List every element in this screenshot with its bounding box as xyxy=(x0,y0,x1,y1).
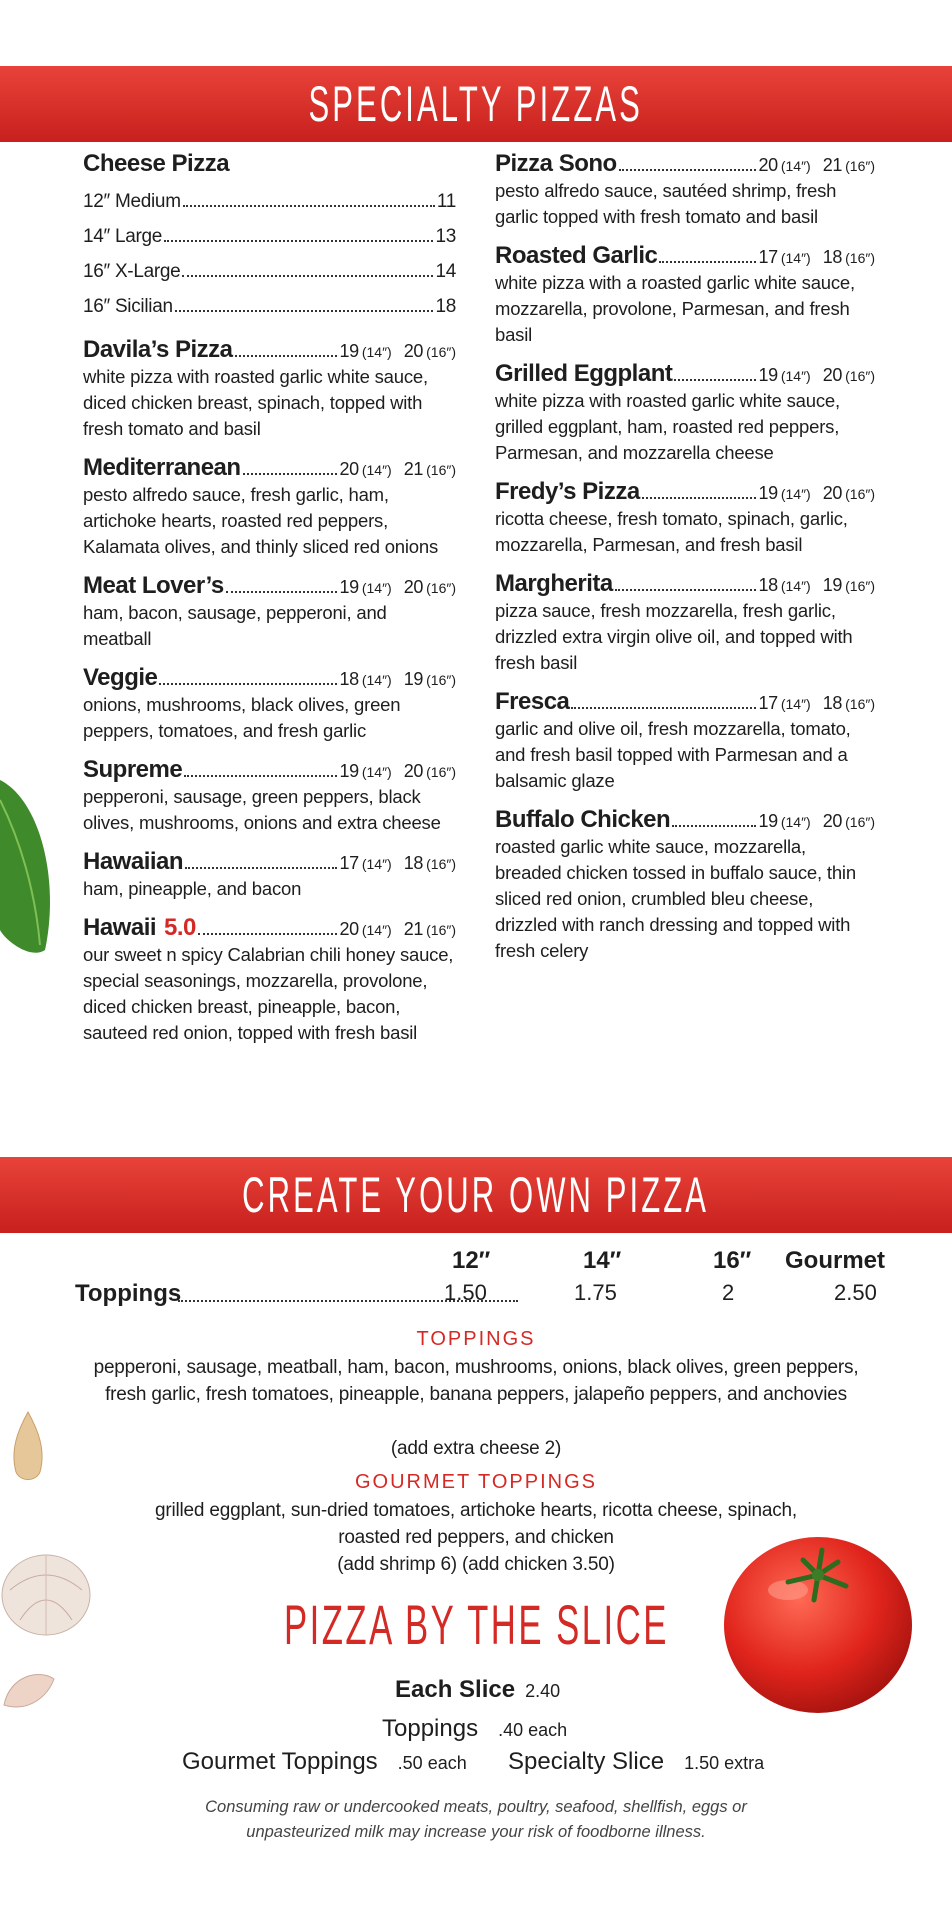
item-price-16: 20 xyxy=(822,365,843,385)
each-slice-line xyxy=(395,1676,560,1704)
toppings-note: (add extra cheese 2) xyxy=(390,1438,562,1459)
item-description: pesto alfredo sauce, sautéed shrimp, fresh garlic topped with fresh tomato and basil xyxy=(495,180,837,227)
leader-dots xyxy=(185,867,337,869)
item-name: Hawaiian xyxy=(83,848,184,875)
menu-item xyxy=(83,572,456,652)
menu-item xyxy=(83,664,456,744)
cheese-size-row xyxy=(83,219,456,254)
item-size-16: (16″) xyxy=(426,672,456,688)
item-size-16: (16″) xyxy=(426,922,456,938)
item-size-14: (14″) xyxy=(361,462,392,478)
item-name: Grilled Eggplant xyxy=(495,360,673,387)
toppings-row-label: Toppings xyxy=(75,1280,182,1307)
specialty-left-column xyxy=(83,150,456,1058)
item-price-16: 20 xyxy=(822,483,843,503)
size-header-12: 12″ xyxy=(452,1247,491,1274)
leader-dots xyxy=(642,497,757,499)
item-size-16: (16″) xyxy=(845,578,875,594)
leader-dots xyxy=(659,261,756,263)
size-header-16: 16″ xyxy=(713,1247,752,1274)
item-price-14: 19 xyxy=(339,577,359,597)
gourmet-slice-line xyxy=(182,1748,467,1776)
food-safety-disclaimer xyxy=(0,1795,952,1845)
item-description: white pizza with roasted garlic white sauce, grilled eggplant, ham, roasted red peppers, Parmesan, and mozzarella cheese xyxy=(495,390,840,463)
item-size-14: (14″) xyxy=(780,486,811,502)
item-size-14: (14″) xyxy=(780,250,811,266)
specialty-slice-line xyxy=(508,1748,764,1776)
specialty-right-column xyxy=(495,150,875,976)
menu-item xyxy=(495,150,875,230)
menu-item xyxy=(83,756,456,836)
item-size-16: (16″) xyxy=(845,368,875,384)
specialty-slice-label: Specialty Slice xyxy=(508,1748,665,1775)
item-name: Meat Lover’s xyxy=(83,572,224,599)
size-label: 16″ Sicilian xyxy=(83,296,173,317)
item-name: Mediterranean xyxy=(83,454,241,481)
item-size-14: (14″) xyxy=(780,368,811,384)
item-size-14: (14″) xyxy=(361,856,392,872)
item-description: white pizza with a roasted garlic white sauce, mozzarella, provolone, Parmesan, and fresh basil xyxy=(495,272,855,345)
slice-gourmet-price: .50 each xyxy=(397,1753,467,1773)
pizza-by-the-slice-text: PIZZA BY THE SLICE xyxy=(283,1593,669,1656)
menu-item xyxy=(83,336,456,442)
leader-dots xyxy=(184,775,337,777)
toppings-list: pepperoni, sausage, meatball, ham, bacon, mushrooms, onions, black olives, green peppers, fresh garlic, fresh tomatoes, pineapple, banana peppers, jalapeño peppers, and anchovies xyxy=(93,1357,859,1405)
item-price-16: 20 xyxy=(403,577,424,597)
item-price-16: 20 xyxy=(403,341,424,361)
leader-dots xyxy=(672,825,756,827)
item-size-14: (14″) xyxy=(361,922,392,938)
item-price-16: 18 xyxy=(822,693,843,713)
item-size-14: (14″) xyxy=(361,764,392,780)
item-name: Buffalo Chicken xyxy=(495,806,671,833)
item-size-16: (16″) xyxy=(845,814,875,830)
item-price-16: 21 xyxy=(403,919,424,939)
menu-item xyxy=(495,806,875,964)
each-slice-label: Each Slice xyxy=(395,1676,516,1703)
item-size-16: (16″) xyxy=(426,764,456,780)
item-price-14: 19 xyxy=(339,761,359,781)
menu-item xyxy=(495,478,875,558)
item-price-14: 19 xyxy=(758,365,778,385)
item-description: garlic and olive oil, fresh mozzarella, tomato, and fresh basil topped with Parmesan and a balsamic glaze xyxy=(495,718,851,791)
item-price-16: 21 xyxy=(403,459,424,479)
leader-dots xyxy=(235,355,338,357)
item-description: our sweet n spicy Calabrian chili honey sauce, special seasonings, mozzarella, provolone, diced chicken breast, pineapple, bacon, sauteed red onion, topped with fresh basil xyxy=(83,944,454,1043)
item-size-14: (14″) xyxy=(780,696,811,712)
item-description: pepperoni, sausage, green peppers, black olives, mushrooms, onions and extra cheese xyxy=(83,786,441,833)
gourmet-toppings-note: (add shrimp 6) (add chicken 3.50) xyxy=(337,1554,615,1575)
item-description: pesto alfredo sauce, fresh garlic, ham, artichoke hearts, roasted red peppers, Kalamata olives, and thinly sliced red onions xyxy=(83,484,439,557)
item-price-14: 20 xyxy=(339,459,359,479)
menu-item xyxy=(495,360,875,466)
garlic-clove-icon xyxy=(0,1665,58,1717)
garlic-clove-icon xyxy=(8,1410,48,1484)
menu-item xyxy=(495,688,875,794)
menu-item xyxy=(495,570,875,676)
toppings-price-14: 1.75 xyxy=(574,1280,617,1305)
item-size-14: (14″) xyxy=(361,580,392,596)
item-price-16: 20 xyxy=(822,811,843,831)
disclaimer-line-1: Consuming raw or undercooked meats, poultry, seafood, shellfish, eggs or xyxy=(205,1798,747,1816)
cheese-size-row xyxy=(83,184,456,219)
item-size-16: (16″) xyxy=(845,486,875,502)
item-size-14: (14″) xyxy=(361,672,392,688)
item-size-14: (14″) xyxy=(780,578,811,594)
item-name: Fredy’s Pizza xyxy=(495,478,640,505)
item-price-14: 19 xyxy=(758,811,778,831)
item-name: Fresca xyxy=(495,688,570,715)
item-name: Hawaii xyxy=(83,914,157,941)
item-name: Veggie xyxy=(83,664,158,691)
leader-dots xyxy=(571,707,756,709)
toppings-price-12: 1.50 xyxy=(444,1280,487,1305)
item-price-14: 18 xyxy=(339,669,359,689)
each-slice-price: 2.40 xyxy=(525,1681,561,1701)
item-size-16: (16″) xyxy=(845,250,875,266)
size-header-gourmet: Gourmet xyxy=(785,1247,886,1274)
menu-item xyxy=(83,454,456,560)
item-price-14: 18 xyxy=(758,575,778,595)
leader-dots xyxy=(619,169,757,171)
item-description: roasted garlic white sauce, mozzarella, breaded chicken tossed in buffalo sauce, thin sliced red onion, crumbled bleu cheese, drizzled with ranch dressing and topped with fresh celery xyxy=(495,836,856,961)
leader-dots xyxy=(159,683,337,685)
leader-dots xyxy=(226,591,338,593)
item-price-16: 18 xyxy=(822,247,843,267)
toppings-price-16: 2 xyxy=(722,1280,735,1305)
basil-leaf-icon xyxy=(0,760,56,960)
item-size-16: (16″) xyxy=(426,580,456,596)
item-size-16: (16″) xyxy=(845,158,875,174)
item-size-14: (14″) xyxy=(361,344,392,360)
toppings-price-gourmet: 2.50 xyxy=(834,1280,877,1305)
disclaimer-line-2: unpasteurized milk may increase your risk of foodborne illness. xyxy=(246,1823,706,1841)
item-price-16: 19 xyxy=(403,669,424,689)
item-name: Supreme xyxy=(83,756,183,783)
item-name: Pizza Sono xyxy=(495,150,617,177)
item-price-16: 21 xyxy=(822,155,843,175)
cheese-pizza-item xyxy=(83,150,456,324)
size-price: 13 xyxy=(435,226,456,247)
specialty-slice-price: 1.50 extra xyxy=(684,1753,765,1773)
menu-item xyxy=(495,242,875,348)
size-label: 12″ Medium xyxy=(83,191,181,212)
item-price-14: 19 xyxy=(758,483,778,503)
item-size-16: (16″) xyxy=(426,856,456,872)
cheese-size-row xyxy=(83,289,456,324)
specialty-pizzas-banner xyxy=(0,66,952,142)
gourmet-toppings-list: grilled eggplant, sun-dried tomatoes, artichoke hearts, ricotta cheese, spinach, roasted red peppers, and chicken xyxy=(155,1500,797,1548)
size-label: 14″ Large xyxy=(83,226,163,247)
item-price-14: 20 xyxy=(339,919,359,939)
size-price: 11 xyxy=(436,191,456,212)
pizza-by-the-slice-title xyxy=(0,1590,952,1660)
item-size-14: (14″) xyxy=(780,814,811,830)
item-name: Davila’s Pizza xyxy=(83,336,233,363)
item-description: white pizza with roasted garlic white sauce, diced chicken breast, spinach, topped with fresh tomato and basil xyxy=(83,366,428,439)
menu-item xyxy=(83,848,456,902)
size-price: 18 xyxy=(435,296,456,317)
item-price-14: 17 xyxy=(758,693,778,713)
item-price-14: 17 xyxy=(339,853,359,873)
item-description: ham, pineapple, and bacon xyxy=(83,878,302,899)
item-size-16: (16″) xyxy=(426,462,456,478)
size-price: 14 xyxy=(435,261,456,282)
slice-toppings-price: .40 each xyxy=(498,1720,568,1740)
item-size-14: (14″) xyxy=(780,158,811,174)
cheese-pizza-title: Cheese Pizza xyxy=(83,150,230,177)
leader-dots xyxy=(615,589,757,591)
create-your-own-banner xyxy=(0,1157,952,1233)
specialty-pizzas-title: SPECIALTY PIZZAS xyxy=(308,76,644,132)
size-label: 16″ X-Large xyxy=(83,261,181,282)
item-price-14: 19 xyxy=(339,341,359,361)
hawaii-badge: 5.0 xyxy=(164,914,196,941)
cheese-size-row xyxy=(83,254,456,289)
item-price-16: 20 xyxy=(403,761,424,781)
toppings-slice-line xyxy=(382,1715,567,1743)
item-price-14: 20 xyxy=(758,155,778,175)
item-price-16: 19 xyxy=(822,575,843,595)
item-name: Margherita xyxy=(495,570,613,597)
menu-item-hawaii xyxy=(83,914,456,1046)
toppings-heading: TOPPINGS xyxy=(416,1328,536,1350)
create-your-own-title: CREATE YOUR OWN PIZZA xyxy=(242,1167,710,1223)
item-size-16: (16″) xyxy=(845,696,875,712)
size-header-14: 14″ xyxy=(583,1247,622,1274)
item-description: onions, mushrooms, black olives, green peppers, tomatoes, and fresh garlic xyxy=(83,694,401,741)
slice-gourmet-label: Gourmet Toppings xyxy=(182,1748,378,1775)
item-price-16: 18 xyxy=(403,853,424,873)
slice-toppings-label: Toppings xyxy=(382,1715,479,1742)
gourmet-toppings-heading: GOURMET TOPPINGS xyxy=(354,1471,598,1493)
item-description: ricotta cheese, fresh tomato, spinach, garlic, mozzarella, Parmesan, and fresh basil xyxy=(495,508,848,555)
item-name: Roasted Garlic xyxy=(495,242,658,269)
item-description: pizza sauce, fresh mozzarella, fresh garlic, drizzled extra virgin olive oil, and topped with fresh basil xyxy=(495,600,853,673)
item-size-16: (16″) xyxy=(426,344,456,360)
item-description: ham, bacon, sausage, pepperoni, and meatball xyxy=(83,602,387,649)
leader-dots xyxy=(674,379,756,381)
leader-dots xyxy=(243,473,338,475)
item-price-14: 17 xyxy=(758,247,778,267)
